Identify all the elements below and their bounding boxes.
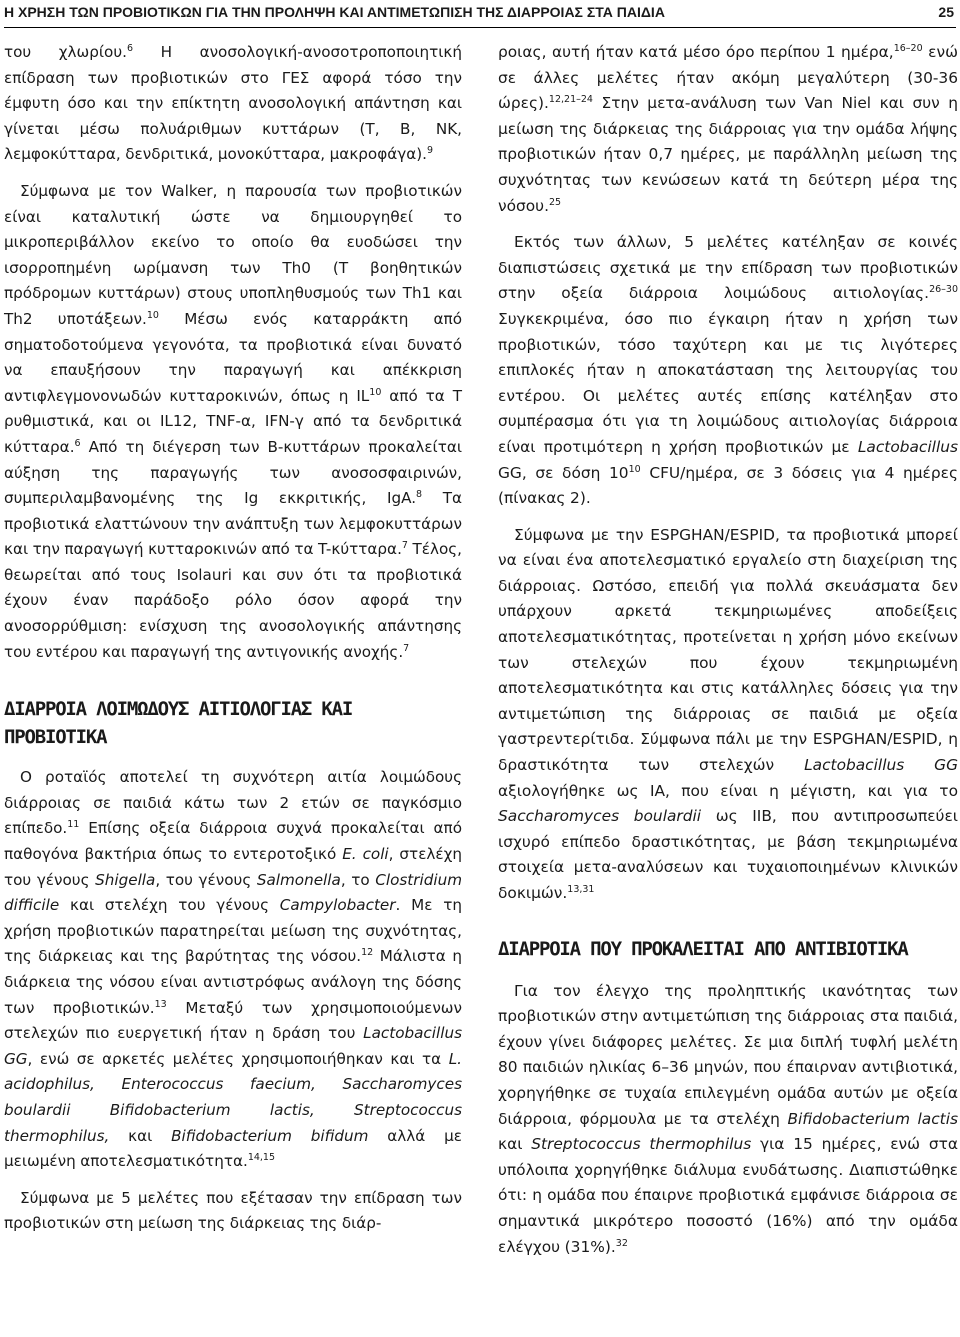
text-run: Από τη διέγερση των B-κυττάρων προκαλείται αύξηση της παραγωγής των ανοσοσφαιρινών, συμπεριλαμβανομένης της Ig εκκριτικής, IgA. [4,437,462,508]
citation-superscript: 12 [361,947,374,959]
italic-term: Bifidobacterium lactis [787,1109,958,1128]
left-column [4,40,462,1237]
body-paragraph [498,523,958,907]
citation-superscript: 13 [154,998,167,1010]
text-run: GG, σε δόση 10 [498,463,629,482]
text-run: ροιας, αυτή ήταν κατά μέσο όρο περίπου 1 ημέρα, [498,43,894,61]
body-paragraph [498,979,958,1261]
text-run: ως IIB, που αντιπροσωπεύει ισχυρό επίπεδο δραστικότητας, με βάση τεκμηριωμένα στοιχεία μετα-αναλύσεων και τυχαιοποιημένων κλινικών δοκιμών. [498,807,958,902]
citation-superscript: 32 [615,1237,628,1249]
italic-term: Lactobacillus GG [4,1024,462,1068]
citation-superscript: 25 [548,196,562,208]
text-run: του χλωρίου. [4,43,127,61]
text-run: , του γένους [155,870,257,889]
text-run: Σύμφωνα με την ESPGHAN/ESPID, τα προβιοτικά μπορεί να είναι ένα αποτελεσματικό εργαλείο στη διαχείριση της διάρροιας. Ωστόσο, επειδή για πολλά σκευάσματα δεν υπάρχουν αρκετά τεκμηριωμένες αποδείξεις αποτελεσματικότητας, προτείνεται η χρήση μόνο εκείνων των στελεχών που έχουν τεκμηριωμένη αποτελεσματικότητα και στις κατάλληλες δόσεις για την αντιμετώπιση της διάρροιας σε παιδιά με οξεία γαστρεντερίτιδα. Σύμφωνα πάλι με την ESPGHAN/ESPID, η δραστικότητα των στελεχών [498,525,958,775]
section-heading: ΔΙΑΡΡΟΙΑ ΛΟΙΜΩΔΟΥΣ ΑΙΤΙΟΛΟΓΙΑΣ ΚΑΙ ΠΡΟΒΙΟΤΙΚΑ [4,698,353,749]
italic-term: Lactobacillus GG [804,756,958,775]
citation-superscript: 16–20 [893,43,923,54]
italic-term: Shigella [95,870,156,889]
italic-term: Campylobacter [279,896,396,915]
citation-superscript: 6 [126,43,134,54]
text-run: Συγκεκριμένα, όσο πιο έγκαιρη ήταν η χρήση των προβιοτικών, τόσο ταχύτερη και με τις λιγότερες επιπλοκές ήταν η αποκατάσταση της λειτουργίας του εντέρου. Οι μελέτες αυτές επίσης κατέληξαν στο συμπέρασμα ότι για τη λοιμώδους αιτιολογίας διάρροια είναι προτιμότερη η χρήση προβιοτικών με [498,309,958,456]
text-run: Μεταξύ των χρησιμοποιούμενων στελεχών πιο ευεργετική ήταν η δράση του [4,998,462,1043]
text-run: και [498,1135,532,1154]
text-run: Επίσης οξεία διάρροια συχνά προκαλείται από παθογόνα βακτήρια όπως το εντεροτοξικό [4,819,462,864]
right-column [498,40,958,1260]
text-run: αξιολογήθηκε ως IA, που είναι η μέγιστη, και για το [498,781,958,800]
citation-superscript: 26–30 [929,284,958,296]
text-run: Στην μετα-ανάλυση των Van Niel και συν η μείωση της διάρκειας της διάρροιας για την ομάδα λήψης προβιοτικών ήταν 0,7 ημέρες, με παράλληλη μείωση της συχνότητας των κενώσεων κατά τη δεύτερη μέρα της νόσου. [498,94,958,215]
italic-term: Saccharomyces boulardii [498,807,702,826]
citation-superscript: 13,31 [567,884,595,895]
text-run: ενώ σε άλλες μελέτες ήταν ακόμη μεγαλύτερη (30-36 ώρες). [498,43,958,113]
page-header [4,0,956,28]
body-paragraph [4,179,462,665]
citation-superscript: 10 [628,463,641,475]
text-run: CFU/ημέρα, σε 3 δόσεις για 4 ημέρες (πίνακας 2). [498,463,958,508]
text-run: Τέλος, θεωρείται από τους Isolauri και συν ότι τα προβιοτικά έχουν έναν παράδοξο ρόλο όσον αφορά την ανοσορρύθμιση: ενίσχυση της ανοσολογικής απάντησης του εντέρου και παραγωγή της αντιγονικής ανοχής. [4,540,462,661]
text-run: Σύμφωνα με 5 μελέτες που εξέτασαν την επίδραση των προβιοτικών στη μείωση της διάρκειας της διάρ- [4,1188,462,1233]
body-paragraph [498,230,958,512]
citation-superscript: 7 [401,540,408,552]
text-run: Εκτός των άλλων, 5 μελέτες κατέληξαν σε κοινές διαπιστώσεις σχετικά με την επίδραση των προβιοτικών στην οξεία διάρροια λοιμώδους αιτιολογίας. [498,233,958,303]
citation-superscript: 12,21–24 [548,94,593,106]
text-run: . Με τη χρήση προβιοτικών παρατηρείται μείωση της συχνότητας, της διάρκειας και της βαρύτητας της νόσου. [4,896,463,966]
text-run: , ενώ σε αρκετές μελέτες χρησιμοποιήθηκαν και τα [27,1049,449,1068]
section-heading: ΔΙΑΡΡΟΙΑ ΠΟΥ ΠΡΟΚΑΛΕΙΤΑΙ ΑΠΟ ΑΝΤΙΒΙΟΤΙΚΑ [498,937,908,960]
italic-term: E. coli [342,845,389,864]
text-run: , στελέχη του γένους [4,845,462,889]
text-run: Μάλιστα η διάρκεια της νόσου είναι αντιστρόφως ανάλογη της δόσης των προβιοτικών. [4,947,462,1017]
citation-superscript: 8 [416,489,423,501]
body-paragraph [4,1186,462,1237]
text-run: Μέσω ενός καταρράκτη από σηματοδοτούμενα γεγονότα, τα προβιοτικά είναι δυνατό να επαυξήσουν την παραγωγή και απέκκριση αντιφλεγμονονωδών κυτταροκινών, όπως η IL [4,309,462,405]
italic-term: Clostridium difficile [4,870,462,915]
text-run: αλλά με μειωμένη αποτελεσματικότητα. [4,1126,462,1171]
text-run: και στελέχη του γένους [59,896,280,915]
citation-superscript: 10 [369,386,382,398]
text-run: Σύμφωνα με τον Walker, η παρουσία των προβιοτικών είναι καταλυτική ώστε να δημιουργηθεί το μικροπεριβάλλον εκείνο το οποίο θα ευοδώσει την ισορροπημένη ωρίμανση των Th0 (T βοηθητικών πρόδρομων κυττάρων) στους υποπληθυσμούς των Th1 και Th2 υποτάξεων. [4,181,462,328]
citation-superscript: 9 [427,145,434,157]
citation-superscript: 11 [67,819,80,831]
text-run: για 15 ημέρες, ενώ στα υπόλοιπα χορηγήθηκε διάλυμα ενυδάτωσης. Διαπιστώθηκε ότι: η ομάδα που έπαιρνε προβιοτικά εμφάνισε διάρροια σε σημαντικά μικρότερο ποσοστό (16%) από την ομάδα ελέγχου (31%). [498,1135,958,1256]
italic-term: Bifidobacterium bifidum [171,1126,369,1145]
running-title: Η ΧΡΗΣΗ ΤΩΝ ΠΡΟΒΙΟΤΙΚΩΝ ΓΙΑ ΤΗΝ ΠΡΟΛΗΨΗ ΚΑΙ ΑΝΤΙΜΕΤΩΠΙΣΗ ΤΗΣ ΔΙΑΡΡΟΙΑΣ ΣΤΑ ΠΑΙΔΙΑ [4,4,665,20]
body-paragraph [498,40,958,219]
citation-superscript: 14,15 [247,1152,276,1164]
body-paragraph [4,765,462,1175]
italic-term: L. acidophilus, Enterococcus faecium, Saccharomyces boulardii Bifidobacterium lactis, Streptococcus thermophilus, [4,1049,462,1145]
text-run: Ο ροταϊός αποτελεί τη συχνότερη αιτία λοιμώδους διάρροιας σε παιδιά κάτω των 2 ετών σε παγκόσμιο επίπεδο. [4,768,462,838]
citation-superscript: 6 [74,437,81,449]
text-run: και [109,1126,172,1145]
citation-superscript: 10 [146,309,159,321]
citation-superscript: 7 [403,642,410,654]
text-run: Τα προβιοτικά ελαττώνουν την ανάπτυξη των λεμφοκυττάρων και την παραγωγή κυτταροκινών από τα T-κύτταρα. [4,489,462,559]
italic-term: Streptococcus thermophilus [531,1135,752,1154]
body-paragraph [4,40,462,168]
text-run: , το [340,870,376,889]
text-run: Η ανοσολογική-ανοσοτροποποιητική επίδραση των προβιοτικών στο ΓΕΣ αφορά τόσο την έμφυτη όσο και την επίκτητη ανοσολογική απάντηση και γίνεται μέσω πολυάριθμων κυττάρων (T, B, NK, λεμφοκύτταρα, δενδριτικά, μονοκύτταρα, μακροφάγα). [4,43,463,164]
text-run: από τα T ρυθμιστικά, και οι IL12, TNF-α, IFN-γ από τα δενδριτικά κύτταρα. [4,386,462,456]
italic-term: Salmonella [256,870,341,889]
page-number: 25 [938,4,954,20]
text-run: Για τον έλεγχο της προληπτικής ικανότητας των προβιοτικών στην αντιμετώπιση της διάρροιας στα παιδιά, έχουν γίνει διάφορες μελέτες. Σε μια διπλή τυφλή μελέτη 80 παιδιών ηλικίας 6–36 μηνών, που έπαιρναν αντιβιοτικά, χορηγήθηκε σε τυχαία επιλεγμένη ομάδα αυτών με οξεία διάρροια, φόρμουλα με τα στελέχη [498,981,958,1128]
italic-term: Lactobacillus [857,437,958,456]
